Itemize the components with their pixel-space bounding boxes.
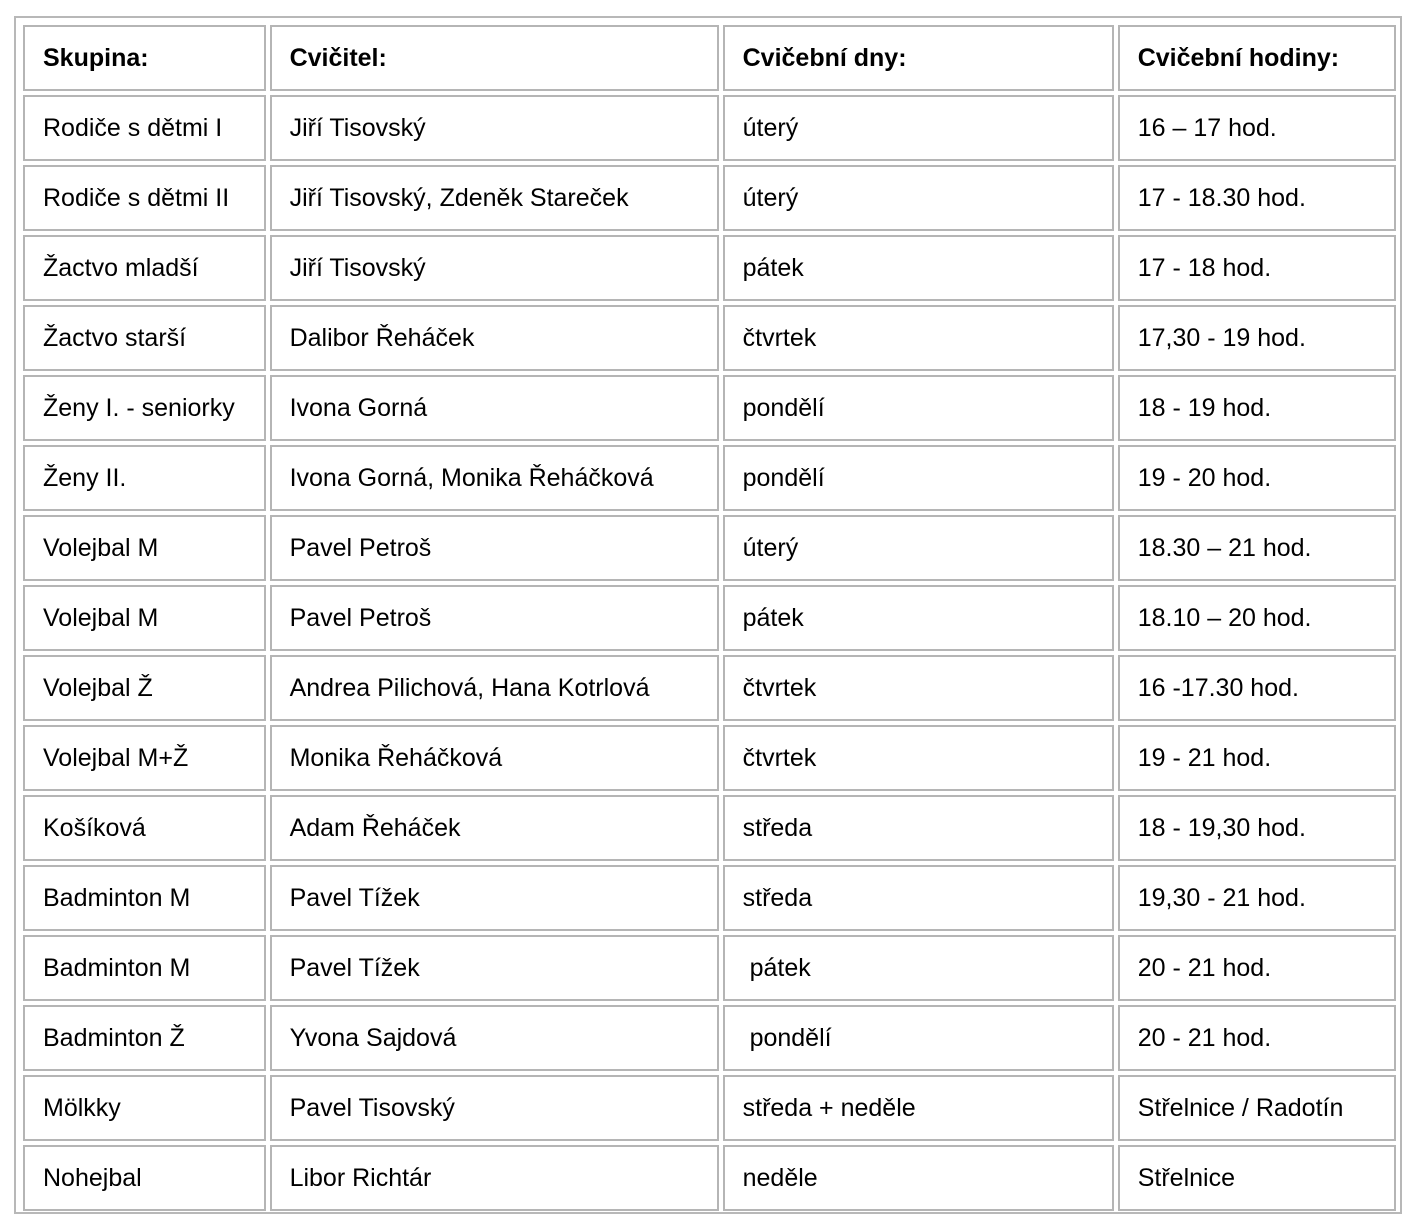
cell-hours: 18.10 – 20 hod. bbox=[1118, 585, 1396, 651]
cell-hours: Střelnice / Radotín bbox=[1118, 1075, 1396, 1141]
cell-days: pondělí bbox=[723, 375, 1114, 441]
table-row bbox=[23, 305, 1396, 371]
cell-days: úterý bbox=[723, 95, 1114, 161]
cell-group: Volejbal M+Ž bbox=[23, 725, 266, 791]
cell-hours: Střelnice bbox=[1118, 1145, 1396, 1211]
cell-days: čtvrtek bbox=[723, 655, 1114, 721]
cell-trainer: Pavel Tížek bbox=[270, 865, 719, 931]
cell-days: pondělí bbox=[723, 445, 1114, 511]
cell-trainer: Pavel Petroš bbox=[270, 585, 719, 651]
cell-days: pátek bbox=[723, 235, 1114, 301]
cell-group: Volejbal M bbox=[23, 585, 266, 651]
cell-hours: 18 - 19,30 hod. bbox=[1118, 795, 1396, 861]
cell-hours: 17 - 18.30 hod. bbox=[1118, 165, 1396, 231]
table-row bbox=[23, 515, 1396, 581]
cell-trainer: Pavel Petroš bbox=[270, 515, 719, 581]
cell-hours: 20 - 21 hod. bbox=[1118, 935, 1396, 1001]
cell-hours: 19 - 21 hod. bbox=[1118, 725, 1396, 791]
cell-group: Rodiče s dětmi II bbox=[23, 165, 266, 231]
cell-days: středa + neděle bbox=[723, 1075, 1114, 1141]
cell-days: pátek bbox=[723, 935, 1114, 1001]
cell-hours: 16 -17.30 hod. bbox=[1118, 655, 1396, 721]
cell-group: Volejbal Ž bbox=[23, 655, 266, 721]
cell-trainer: Adam Řeháček bbox=[270, 795, 719, 861]
table-row bbox=[23, 585, 1396, 651]
cell-trainer: Ivona Gorná, Monika Řeháčková bbox=[270, 445, 719, 511]
table-row bbox=[23, 445, 1396, 511]
table-row bbox=[23, 1075, 1396, 1141]
schedule-table-frame bbox=[14, 16, 1402, 1214]
cell-trainer: Pavel Tížek bbox=[270, 935, 719, 1001]
table-row bbox=[23, 375, 1396, 441]
cell-hours: 17 - 18 hod. bbox=[1118, 235, 1396, 301]
schedule-table-body bbox=[23, 25, 1396, 1211]
cell-group: Žactvo starší bbox=[23, 305, 266, 371]
table-row bbox=[23, 725, 1396, 791]
table-row bbox=[23, 655, 1396, 721]
cell-days: čtvrtek bbox=[723, 305, 1114, 371]
cell-group: Ženy II. bbox=[23, 445, 266, 511]
training-schedule-table bbox=[19, 21, 1400, 1215]
header-days: Cvičební dny: bbox=[723, 25, 1114, 91]
cell-days: středa bbox=[723, 865, 1114, 931]
cell-group: Košíková bbox=[23, 795, 266, 861]
cell-days: neděle bbox=[723, 1145, 1114, 1211]
table-row bbox=[23, 165, 1396, 231]
cell-group: Ženy I. - seniorky bbox=[23, 375, 266, 441]
cell-hours: 18.30 – 21 hod. bbox=[1118, 515, 1396, 581]
cell-hours: 17,30 - 19 hod. bbox=[1118, 305, 1396, 371]
cell-trainer: Jiří Tisovský, Zdeněk Stareček bbox=[270, 165, 719, 231]
cell-trainer: Ivona Gorná bbox=[270, 375, 719, 441]
cell-group: Mölkky bbox=[23, 1075, 266, 1141]
cell-days: úterý bbox=[723, 515, 1114, 581]
table-row bbox=[23, 935, 1396, 1001]
cell-trainer: Jiří Tisovský bbox=[270, 235, 719, 301]
cell-group: Žactvo mladší bbox=[23, 235, 266, 301]
cell-hours: 18 - 19 hod. bbox=[1118, 375, 1396, 441]
table-row bbox=[23, 1145, 1396, 1211]
cell-group: Badminton M bbox=[23, 865, 266, 931]
cell-hours: 20 - 21 hod. bbox=[1118, 1005, 1396, 1071]
cell-days: čtvrtek bbox=[723, 725, 1114, 791]
cell-group: Volejbal M bbox=[23, 515, 266, 581]
cell-trainer: Pavel Tisovský bbox=[270, 1075, 719, 1141]
table-row bbox=[23, 795, 1396, 861]
cell-hours: 16 – 17 hod. bbox=[1118, 95, 1396, 161]
header-trainer: Cvičitel: bbox=[270, 25, 719, 91]
table-row bbox=[23, 865, 1396, 931]
cell-group: Rodiče s dětmi I bbox=[23, 95, 266, 161]
table-row bbox=[23, 1005, 1396, 1071]
cell-hours: 19,30 - 21 hod. bbox=[1118, 865, 1396, 931]
cell-days: úterý bbox=[723, 165, 1114, 231]
table-header-row bbox=[23, 25, 1396, 91]
cell-group: Badminton Ž bbox=[23, 1005, 266, 1071]
table-row bbox=[23, 95, 1396, 161]
cell-trainer: Monika Řeháčková bbox=[270, 725, 719, 791]
cell-trainer: Yvona Sajdová bbox=[270, 1005, 719, 1071]
cell-group: Nohejbal bbox=[23, 1145, 266, 1211]
cell-trainer: Libor Richtár bbox=[270, 1145, 719, 1211]
cell-hours: 19 - 20 hod. bbox=[1118, 445, 1396, 511]
header-hours: Cvičební hodiny: bbox=[1118, 25, 1396, 91]
header-group: Skupina: bbox=[23, 25, 266, 91]
cell-trainer: Dalibor Řeháček bbox=[270, 305, 719, 371]
cell-group: Badminton M bbox=[23, 935, 266, 1001]
cell-trainer: Jiří Tisovský bbox=[270, 95, 719, 161]
cell-trainer: Andrea Pilichová, Hana Kotrlová bbox=[270, 655, 719, 721]
table-row bbox=[23, 235, 1396, 301]
cell-days: pátek bbox=[723, 585, 1114, 651]
cell-days: středa bbox=[723, 795, 1114, 861]
cell-days: pondělí bbox=[723, 1005, 1114, 1071]
